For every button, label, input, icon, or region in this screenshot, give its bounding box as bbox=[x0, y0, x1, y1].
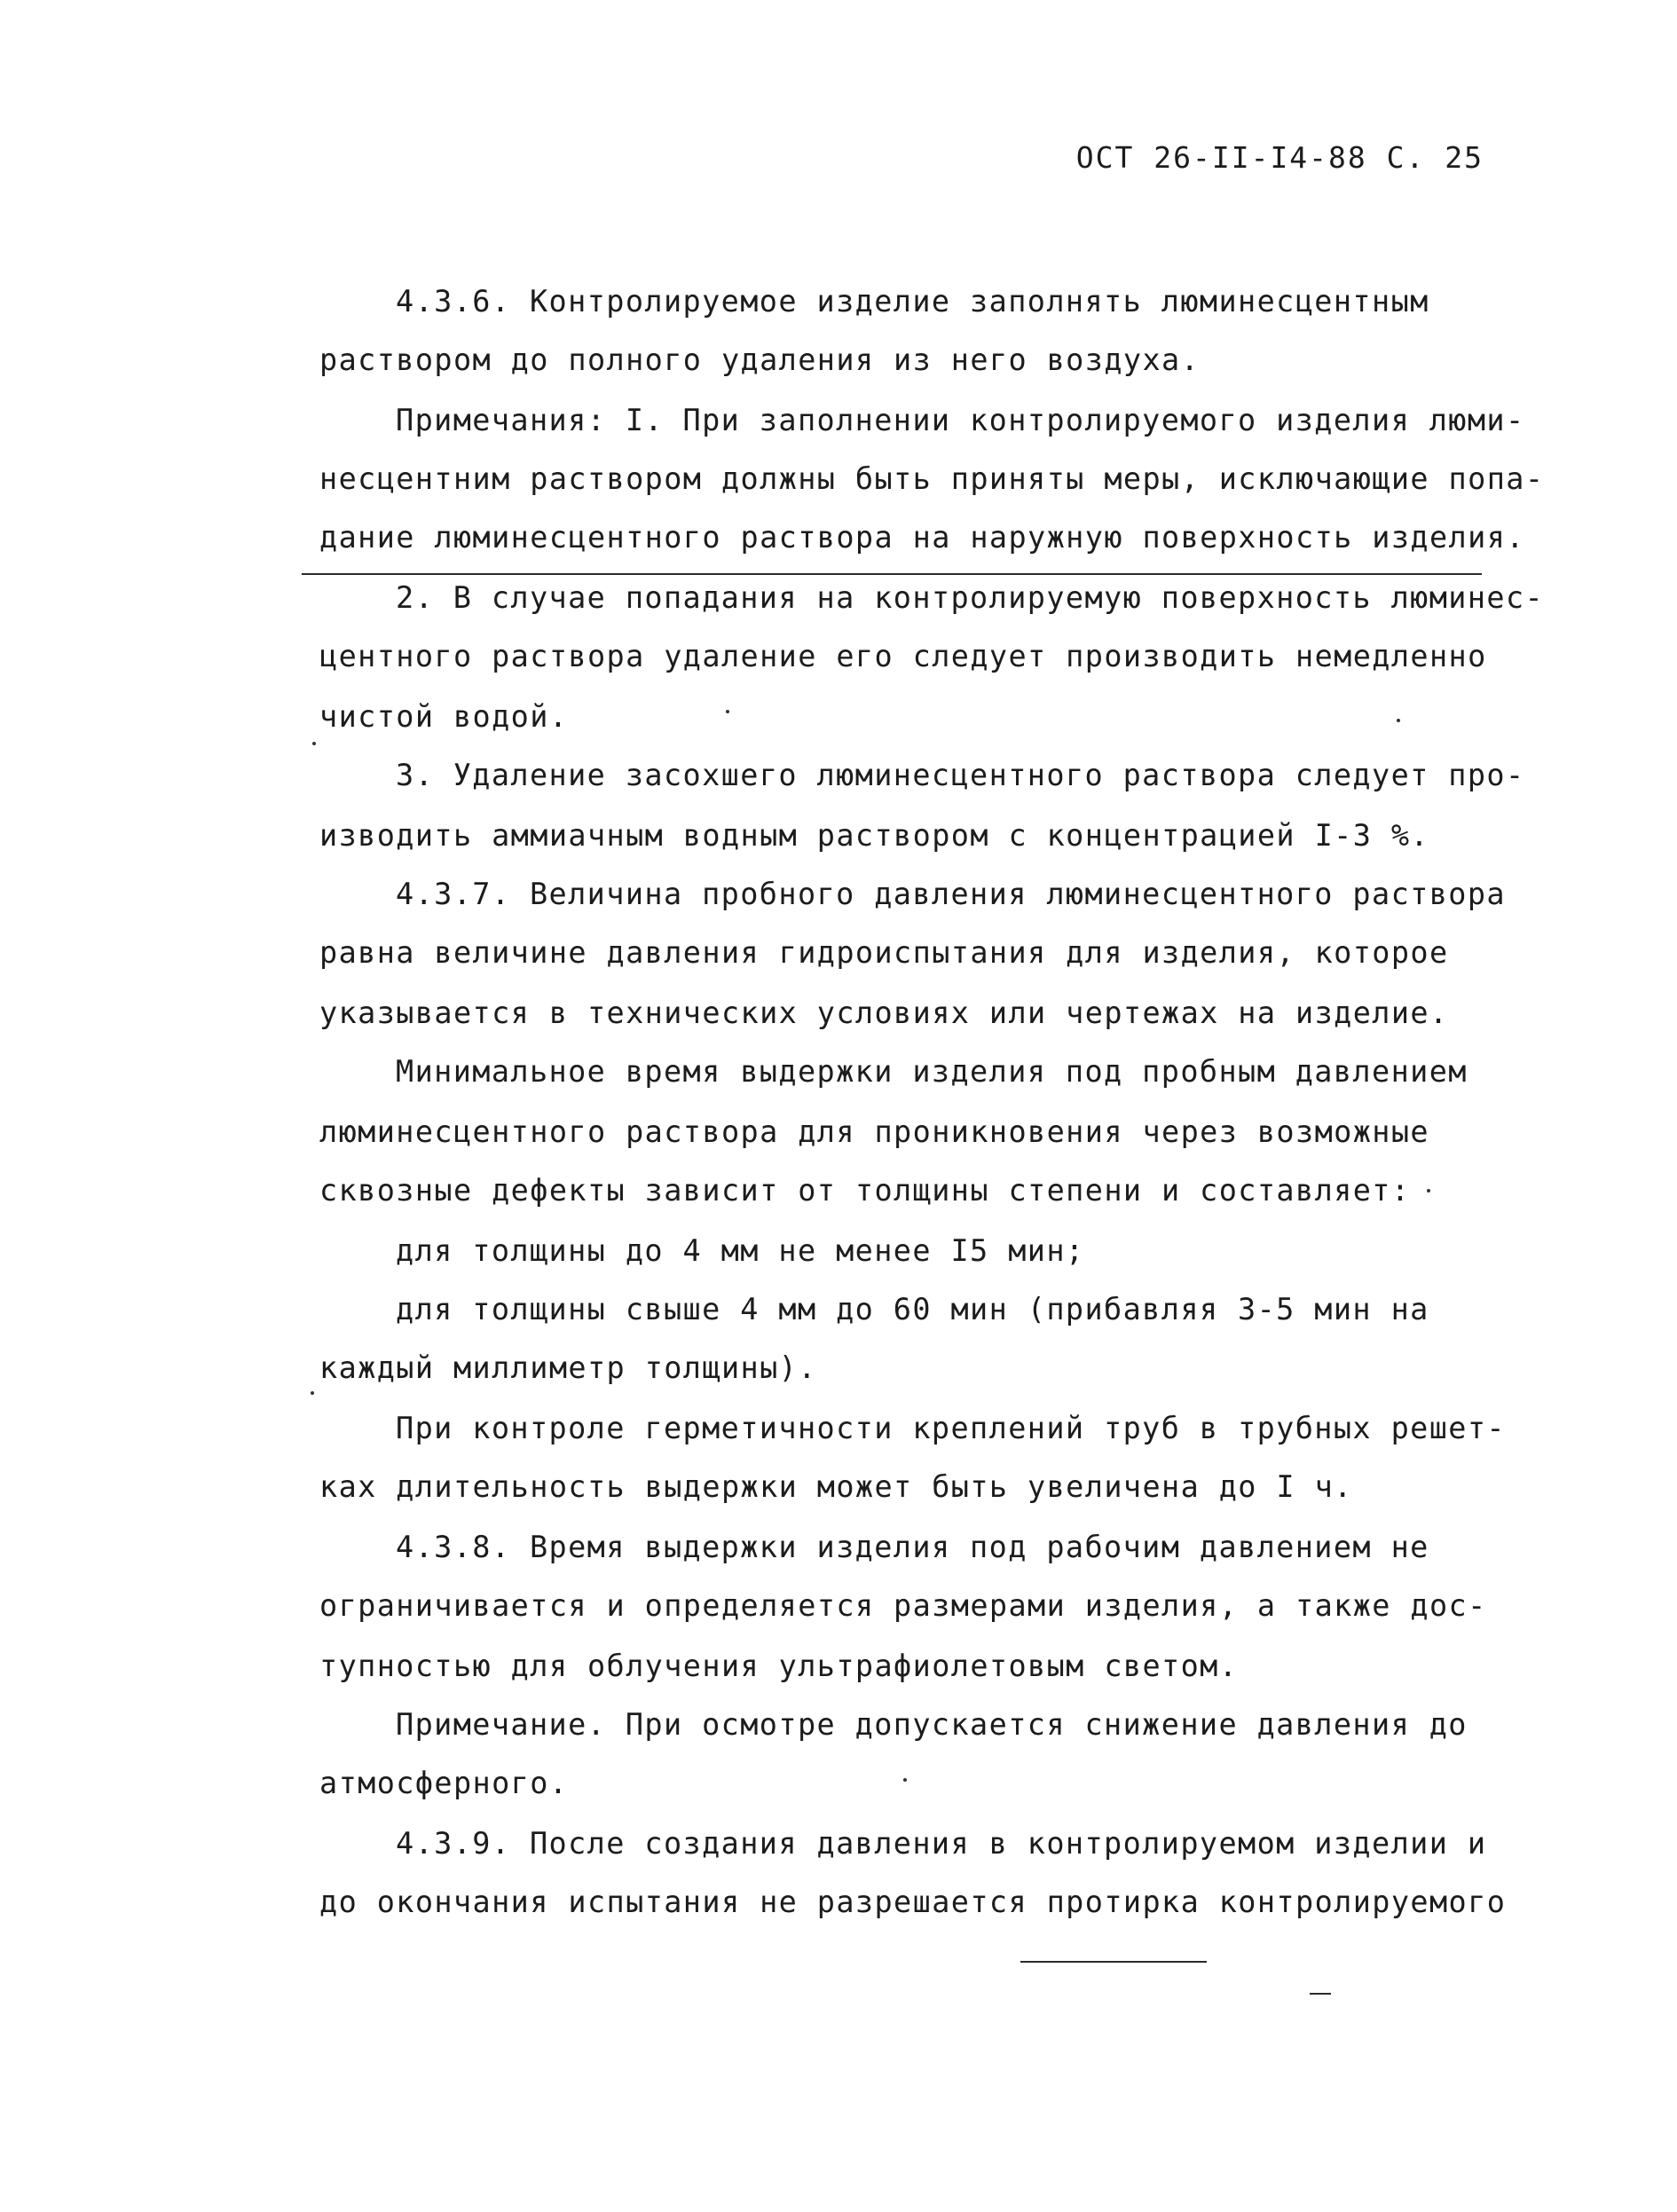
scan-speck bbox=[903, 1778, 907, 1782]
text-line: Минимальное время выдержки изделия под пробным давлением bbox=[396, 1054, 1468, 1089]
scan-speck bbox=[726, 710, 729, 713]
text-line: 4.3.7. Величина пробного давления люминесцентного раствора bbox=[396, 877, 1506, 911]
dash-mark bbox=[1310, 1993, 1331, 1995]
document-reference-header: ОСТ 26-II-I4-88 С. 25 bbox=[1075, 140, 1484, 175]
text-line: люминесцентного раствора для проникновения через возможные bbox=[319, 1114, 1429, 1149]
text-line: При контроле герметичности креплений труб в трубных решет- bbox=[396, 1411, 1506, 1445]
text-line: изводить аммиачным водным раствором с концентрацией I-3 %. bbox=[319, 818, 1429, 853]
scan-speck bbox=[311, 1391, 314, 1395]
underline-mark bbox=[1020, 1961, 1207, 1963]
text-line: каждый миллиметр толщины). bbox=[319, 1350, 817, 1385]
text-line: до окончания испытания не разрешается протирка контролируемого bbox=[319, 1885, 1507, 1919]
scan-speck bbox=[312, 742, 316, 745]
scan-speck bbox=[1397, 719, 1400, 722]
text-line: 4.3.9. После создания давления в контролируемом изделии и bbox=[396, 1826, 1487, 1861]
text-line: несцентним раствором должны быть приняты меры, исключающие попа- bbox=[319, 461, 1545, 496]
text-line: сквозные дефекты зависит от толщины степени и составляет: bbox=[319, 1173, 1411, 1208]
text-line: равна величине давления гидроиспытания для изделия, которое bbox=[319, 935, 1449, 970]
text-line: Примечание. При осмотре допускается снижение давления до bbox=[396, 1707, 1468, 1742]
text-line: для толщины свыше 4 мм до 60 мин (прибавляя 3-5 мин на bbox=[396, 1292, 1429, 1326]
text-line: дание люминесцентного раствора на наружную поверхность изделия. bbox=[319, 520, 1525, 555]
scan-speck bbox=[1427, 1189, 1430, 1193]
text-line: 3. Удаление засохшего люминесцентного раствора следует про- bbox=[396, 758, 1525, 792]
text-line: 4.3.6. Контролируемое изделие заполнять люминесцентным bbox=[396, 284, 1429, 319]
text-line: 4.3.8. Время выдержки изделия под рабочим давлением не bbox=[396, 1530, 1429, 1564]
text-line: тупностью для облучения ультрафиолетовым светом. bbox=[319, 1649, 1239, 1683]
text-line: 2. В случае попадания на контролируемую поверхность люминес- bbox=[396, 580, 1545, 615]
text-line: чистой водой. bbox=[319, 699, 569, 734]
text-line: ограничивается и определяется размерами изделия, а также дос- bbox=[319, 1588, 1487, 1623]
text-line: указывается в технических условиях или чертежах на изделие. bbox=[319, 996, 1449, 1030]
text-line: раствором до полного удаления из него воздуха. bbox=[319, 342, 1201, 377]
text-line: атмосферного. bbox=[319, 1766, 569, 1800]
text-line: для толщины до 4 мм не менее I5 мин; bbox=[396, 1233, 1085, 1268]
text-line: Примечания: I. При заполнении контролируемого изделия люми- bbox=[396, 403, 1525, 437]
text-line: ках длительность выдержки может быть увеличена до I ч. bbox=[319, 1469, 1353, 1504]
horizontal-rule bbox=[302, 573, 1482, 575]
text-line: центного раствора удаление его следует производить немедленно bbox=[319, 639, 1487, 673]
